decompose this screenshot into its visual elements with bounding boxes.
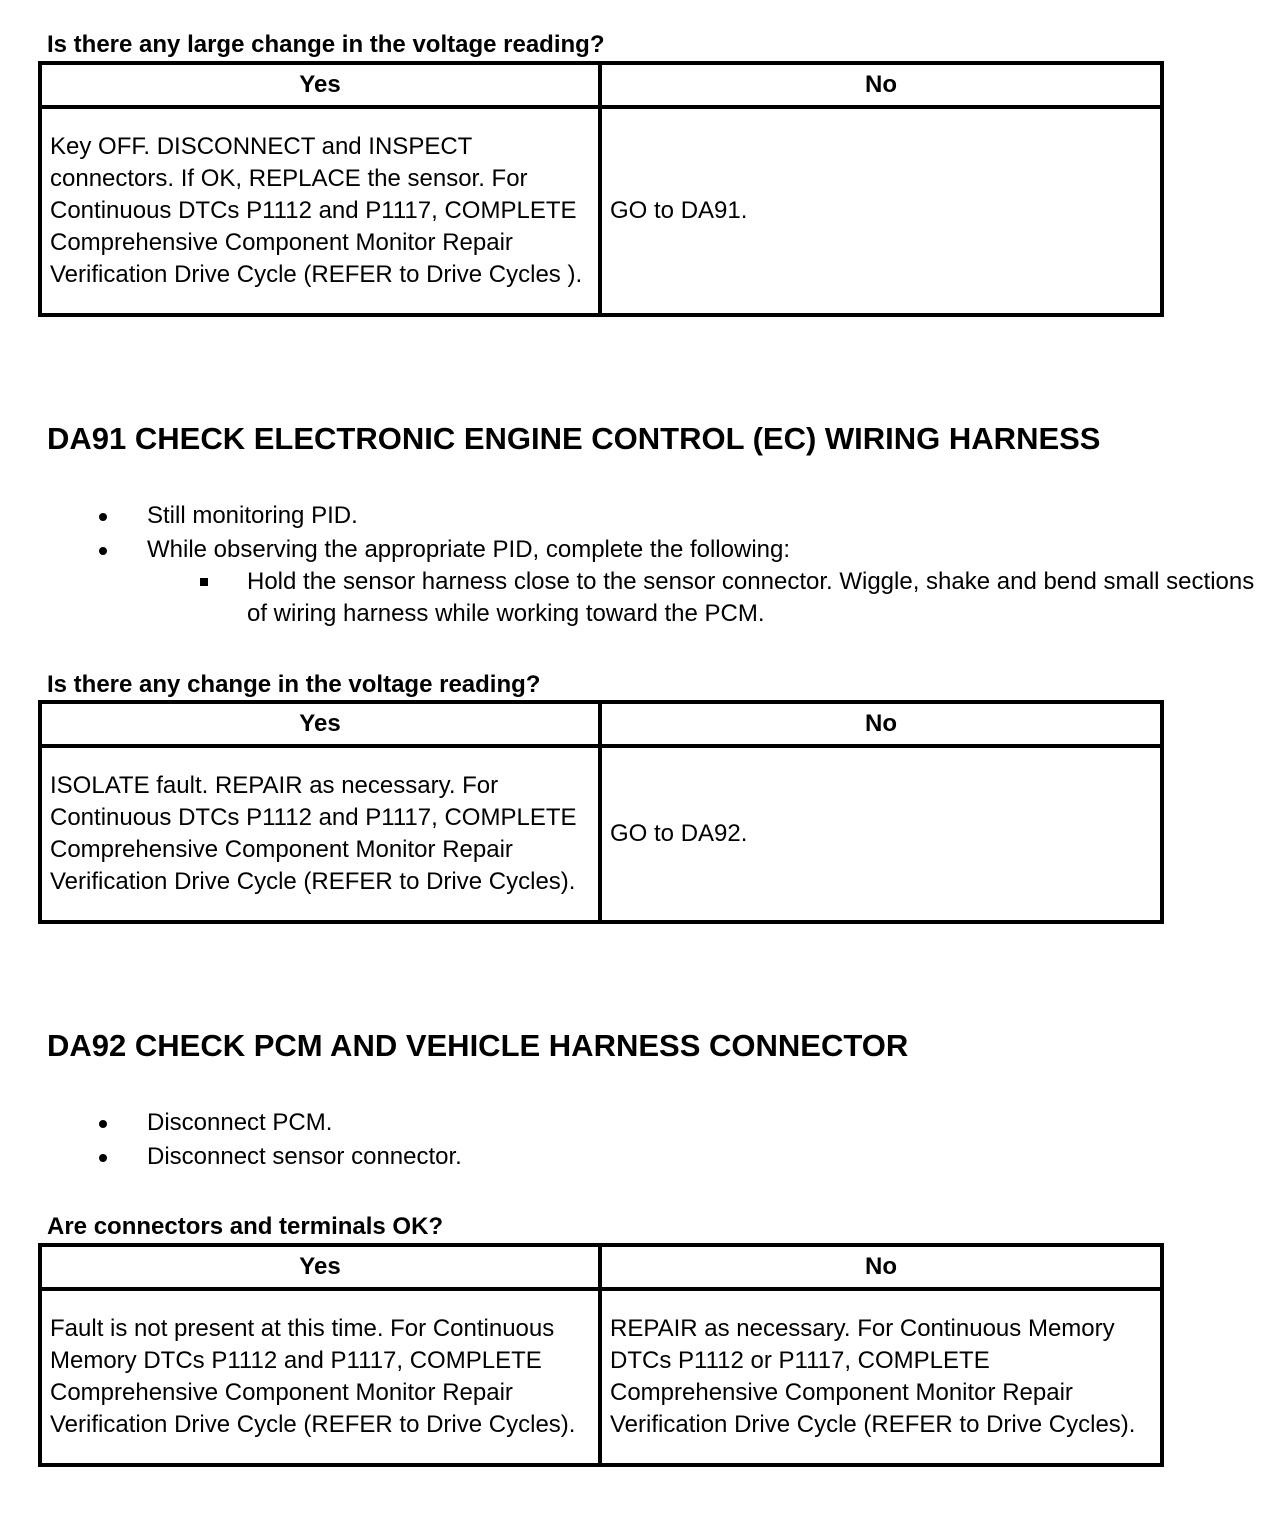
bullet-text: While observing the appropriate PID, complete the following: [147,536,791,563]
yes-action: Key OFF. DISCONNECT and INSPECT connectors. If OK, REPLACE the sensor. For Continuous DTCs P1112 and P1117, COMPLETE Comprehensive Component Monitor Repair Verification Drive Cycle (REFER to Drive Cycles ). [40,107,600,315]
yes-header: Yes [40,1245,600,1289]
list-item [0,1141,1280,1173]
subbullet-text: Hold the sensor harness close to the sensor connector. Wiggle, shake and bend small sections of wiring harness while working toward the PCM. [247,568,1255,627]
bullet-text: Disconnect PCM. [147,1109,333,1136]
list-item [0,534,1280,630]
no-header: No [600,702,1162,746]
bullet-text: Still monitoring PID. [147,502,358,529]
table-row [40,1289,1162,1465]
section-title-da92: DA92 CHECK PCM AND VEHICLE HARNESS CONNECTOR [47,1028,909,1063]
bullet-dot-icon [99,1120,107,1128]
question-large-voltage-change: Is there any large change in the voltage reading? [47,31,605,58]
square-bullet-icon [200,578,208,586]
question-voltage-change: Is there any change in the voltage reading? [47,671,541,698]
no-header: No [600,63,1162,107]
list-item [0,500,1280,532]
table-row [40,746,1162,922]
da91-bullet-list [0,500,1280,630]
table-header-row [40,1245,1162,1289]
table-header-row [40,702,1162,746]
yes-action: ISOLATE fault. REPAIR as necessary. For Continuous DTCs P1112 and P1117, COMPLETE Comprehensive Component Monitor Repair Verification Drive Cycle (REFER to Drive Cycles). [40,746,600,922]
decision-table-connectors [38,1243,1164,1467]
bullet-dot-icon [99,513,107,521]
bullet-text: Disconnect sensor connector. [147,1143,462,1170]
bullet-dot-icon [99,547,107,555]
da92-bullet-list [0,1107,1280,1173]
decision-table-voltage-large-change [38,61,1164,317]
yes-header: Yes [40,63,600,107]
question-connectors-ok: Are connectors and terminals OK? [47,1213,444,1240]
list-item [0,1107,1280,1139]
section-title-da91: DA91 CHECK ELECTRONIC ENGINE CONTROL (EC) WIRING HARNESS [47,421,1101,456]
da91-subbullet-list [147,566,1280,630]
yes-header: Yes [40,702,600,746]
no-action: REPAIR as necessary. For Continuous Memory DTCs P1112 or P1117, COMPLETE Comprehensive Component Monitor Repair Verification Drive Cycle (REFER to Drive Cycles). [600,1289,1162,1465]
no-action: GO to DA91. [600,107,1162,315]
yes-action: Fault is not present at this time. For Continuous Memory DTCs P1112 and P1117, COMPLETE Comprehensive Component Monitor Repair Verification Drive Cycle (REFER to Drive Cycles). [40,1289,600,1465]
no-header: No [600,1245,1162,1289]
no-action: GO to DA92. [600,746,1162,922]
list-item [147,566,1280,630]
decision-table-voltage-change [38,700,1164,924]
bullet-dot-icon [99,1154,107,1162]
table-header-row [40,63,1162,107]
table-row [40,107,1162,315]
